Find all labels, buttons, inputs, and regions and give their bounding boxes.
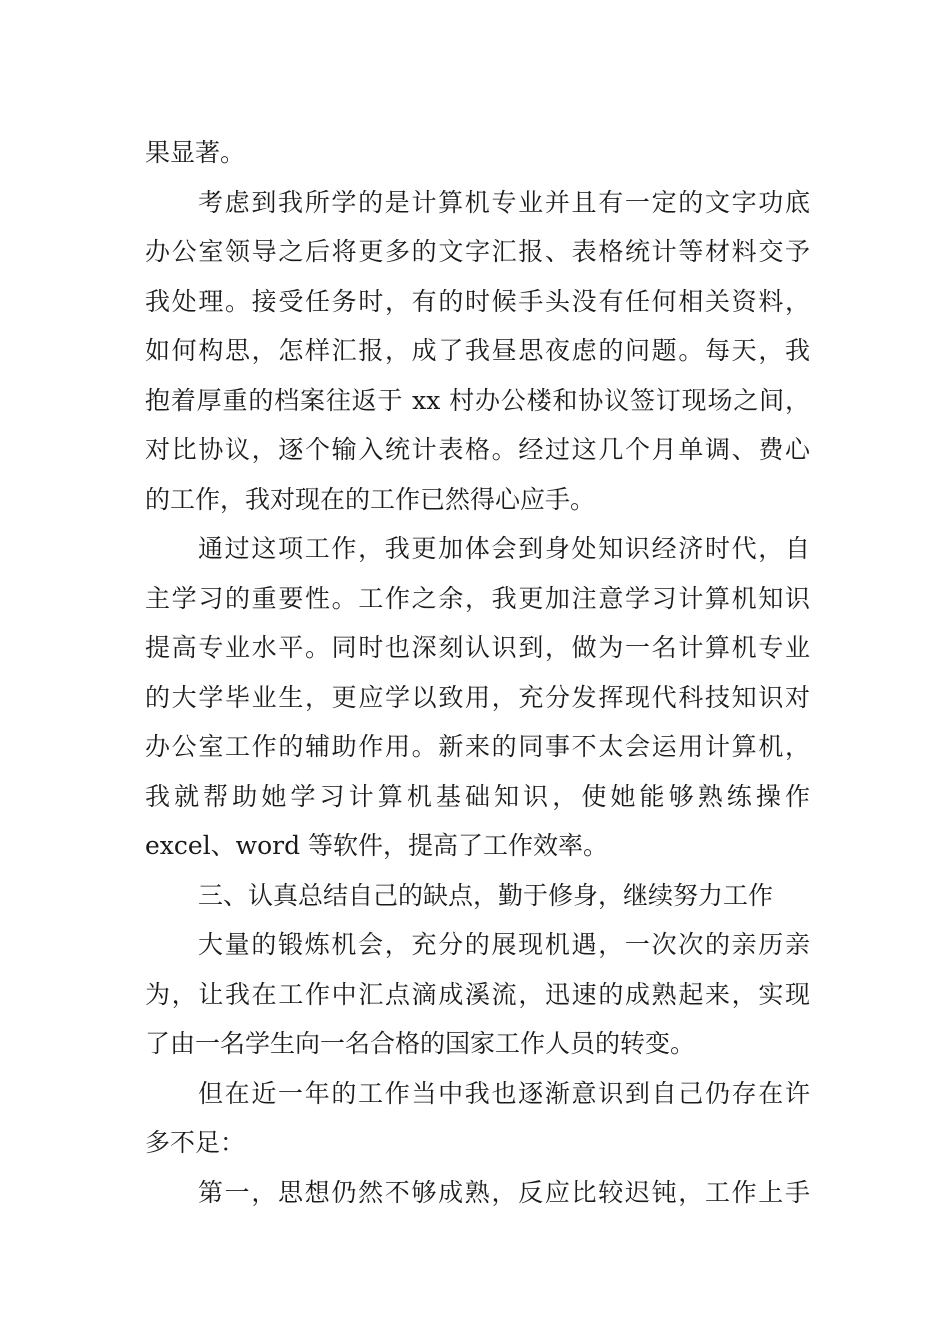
text-line: excel、word 等软件，提高了工作效率。: [145, 831, 609, 860]
text-line: 通过这项工作，我更加体会到身处知识经济时代，自: [198, 534, 810, 563]
section-heading: 三、认真总结自己的缺点，勤于修身，继续努力工作: [198, 880, 774, 910]
text-line: 第一，思想仍然不够成熟，反应比较迟钝，工作上手: [198, 1177, 810, 1207]
text-line: 提高专业水平。同时也深刻认识到，做为一名计算机专业: [145, 633, 810, 662]
text-line: 大量的锻炼机会，充分的展现机遇，一次次的亲历亲: [198, 930, 810, 959]
text-line: 的大学毕业生，更应学以致用，充分发挥现代科技知识对: [145, 682, 810, 712]
text-line: 如何构思，怎样汇报，成了我昼思夜虑的问题。每天，我: [145, 336, 810, 365]
text-line: 多不足：: [145, 1128, 246, 1157]
text-line: 果显著。: [145, 138, 246, 167]
text-line: 了由一名学生向一名合格的国家工作人员的转变。: [145, 1029, 696, 1058]
text-line: 办公室工作的辅助作用。新来的同事不太会运用计算机，: [145, 732, 810, 761]
document-body: [145, 128, 810, 1217]
text-line: 我处理。接受任务时，有的时候手头没有任何相关资料，: [145, 286, 810, 316]
text-line: 的工作，我对现在的工作已然得心应手。: [145, 484, 596, 514]
text-line: 办公室领导之后将更多的文字汇报、表格统计等材料交予: [145, 237, 810, 266]
text-line: 主学习的重要性。工作之余，我更加注意学习计算机知识: [145, 583, 810, 613]
text-line: 抱着厚重的档案往返于 xx 村办公楼和协议签订现场之间，: [145, 385, 810, 415]
text-line: 但在近一年的工作当中我也逐渐意识到自己仍存在许: [198, 1078, 810, 1108]
text-line: 考虑到我所学的是计算机专业并且有一定的文字功底: [198, 187, 810, 217]
text-line: 对比协议，逐个输入统计表格。经过这几个月单调、费心: [145, 435, 810, 464]
text-line: 我就帮助她学习计算机基础知识，使她能够熟练操作: [145, 781, 810, 811]
text-line: 为，让我在工作中汇点滴成溪流，迅速的成熟起来，实现: [145, 979, 810, 1009]
